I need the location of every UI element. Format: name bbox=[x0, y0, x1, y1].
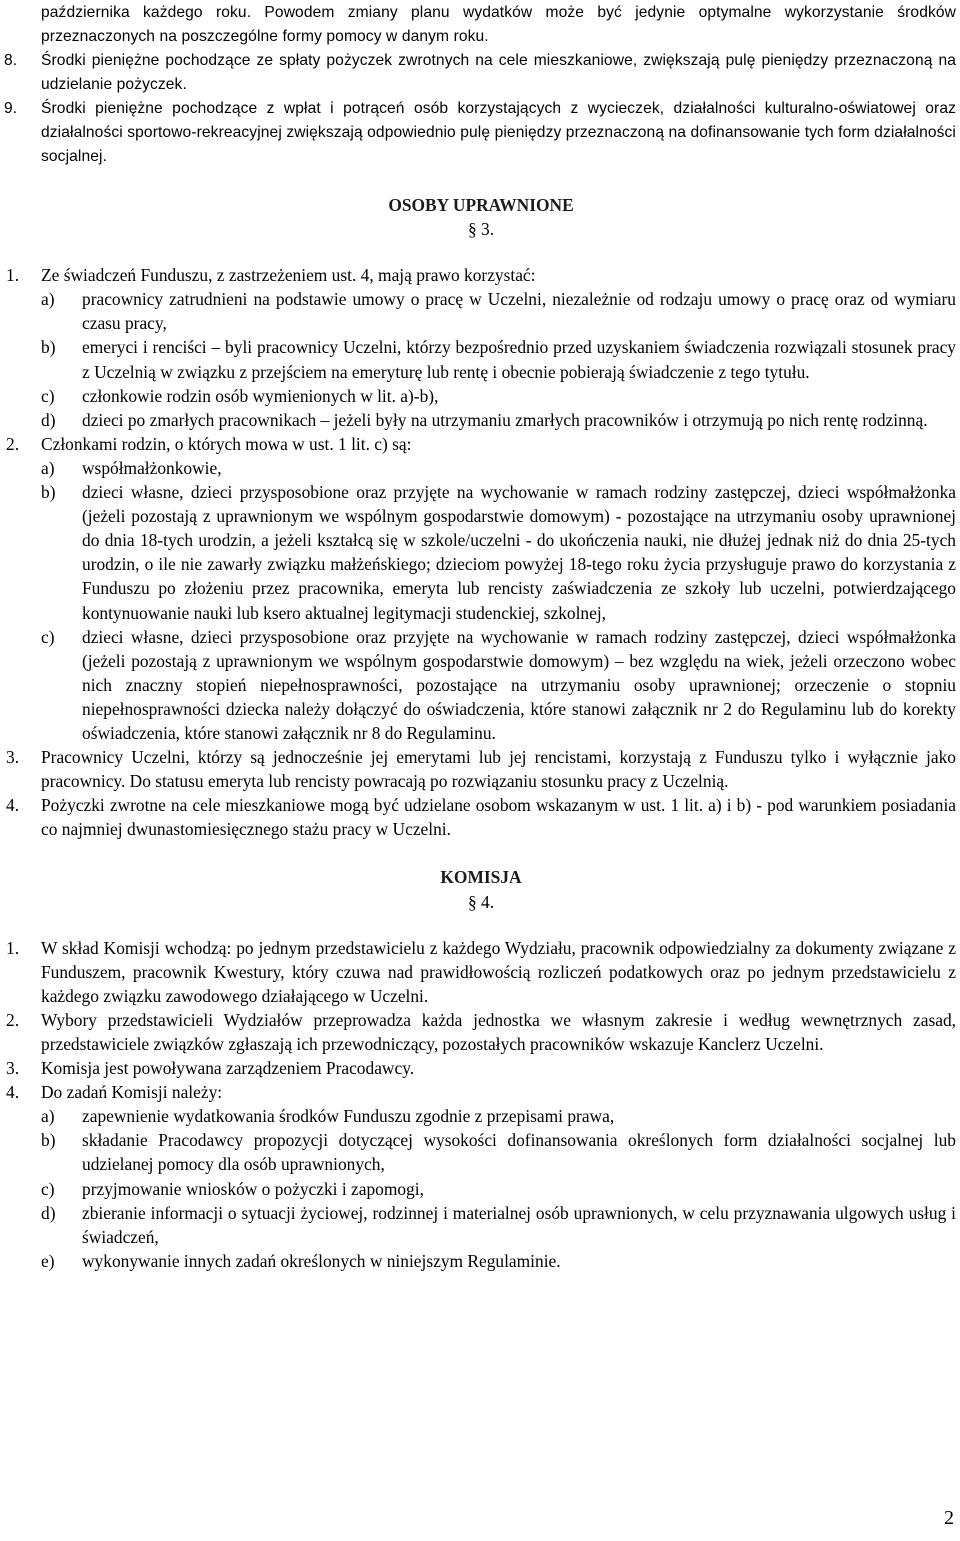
sub-item: b) składanie Pracodawcy propozycji dotyczącej wysokości dofinansowania określonych form działalności socjalnej lub udzielanej pomocy dla osób uprawnionych, bbox=[41, 1130, 956, 1175]
section-heading: OSOBY UPRAWNIONE bbox=[388, 195, 574, 215]
sub-item: d) zbieranie informacji o sytuacji życiowej, rodzinnej i materialnej osób uprawnionych, w celu przyznawania ulgowych usług i świadczeń, bbox=[41, 1202, 956, 1247]
list-item: 2. Członkami rodzin, o których mowa w ust. 1 lit. c) są: bbox=[6, 433, 412, 454]
list-item: 1. W skład Komisji wchodzą: po jednym przedstawicielu z każdego Wydziału, pracownik odpowiedzialny za dokumenty związane z Funduszem, pracownik Kwestury, który czuwa nad prawidłowością rozliczeń podatkowych oraz po jednym przedstawicielu z każdego związku zawodowego działającego w Uczelni. bbox=[6, 937, 956, 1006]
sub-item: c) dzieci własne, dzieci przysposobione oraz przyjęte na wychowanie w ramach rodziny zastępczej, dzieci współmałżonka (jeżeli pozostają z uprawnionym we wspólnym gospodarstwie domowym) – bez względu na wiek, jeżeli orzeczono wobec nich znaczny stopień niepełnosprawności, pozostające na utrzymaniu osoby uprawnionej; orzeczenie o stopniu niepełnosprawności dziecka należy dołączyć do oświadczenia, które stanowi załącznik nr 2 do Regulaminu lub do korekty oświadczenia, które stanowi załącznik nr 8 do Regulaminu. bbox=[41, 626, 956, 743]
list-item: 2. Wybory przedstawicieli Wydziałów przeprowadza każda jednostka we własnym zakresie i według wewnętrznych zasad, przedstawiciele związków zgłaszają ich przewodniczący, pozostałych pracowników wskazuje Kanclerz Uczelni. bbox=[6, 1009, 956, 1054]
sub-item: e) wykonywanie innych zadań określonych w niniejszym Regulaminie. bbox=[41, 1250, 561, 1271]
list-item: 4. Do zadań Komisji należy: bbox=[6, 1082, 223, 1103]
section-3 bbox=[6, 193, 956, 1273]
sub-item: a) pracownicy zatrudnieni na podstawie umowy o pracę w Uczelni, niezależnie od rodzaju umowy o pracę oraz od wymiaru czasu pracy, bbox=[41, 289, 956, 334]
paragraph-number: § 3. bbox=[467, 219, 495, 240]
sub-item: d) dzieci po zmarłych pracownikach – jeżeli były na utrzymaniu zmarłych pracowników i otrzymują po nich rentę rodzinną. bbox=[41, 409, 928, 430]
sub-item: c) członkowie rodzin osób wymienionych w lit. a)-b), bbox=[41, 385, 439, 406]
list-item: 8. Środki pieniężne pochodzące ze spłaty pożyczek zwrotnych na cele mieszkaniowe, zwiększają pulę pieniędzy przeznaczoną na udzielanie pożyczek. bbox=[4, 52, 956, 93]
list-item: 1. Ze świadczeń Funduszu, z zastrzeżeniem ust. 4, mają prawo korzystać: bbox=[6, 265, 536, 286]
top-items bbox=[6, 1, 956, 169]
sub-item: a) zapewnienie wydatkowania środków Funduszu zgodnie z przepisami prawa, bbox=[41, 1106, 615, 1127]
section-heading: KOMISJA bbox=[440, 867, 522, 888]
sub-item: c) przyjmowanie wniosków o pożyczki i zapomogi, bbox=[41, 1178, 424, 1199]
page-number: 2 bbox=[944, 1507, 954, 1529]
sub-item: b) emeryci i renciści – byli pracownicy Uczelni, którzy bezpośrednio przed uzyskaniem świadczenia rozwiązali stosunek pracy z Uczelnią w związku z przejściem na emeryturę lub rentę i obecnie pobierają świadczenie z tego tytułu. bbox=[41, 337, 956, 382]
list-item: października każdego roku. Powodem zmiany planu wydatków może być jedynie optymalne wykorzystanie środków przeznaczonych na poszczególne formy pomocy w danym roku. bbox=[41, 4, 956, 45]
sub-item: b) dzieci własne, dzieci przysposobione oraz przyjęte na wychowanie w ramach rodziny zastępczej, dzieci współmałżonka (jeżeli pozostają z uprawnionym we wspólnym gospodarstwie domowym) - pozostające na utrzymaniu osoby uprawnionej do dnia 18-tych urodzin, a jeżeli kształcą się w szkole/uczelni - do ukończenia nauki, nie dłużej jednak niż do dnia 25-tych urodzin, o ile nie zawarły związku małżeńskiego; dzieciom powyżej 18-tego roku życia przysługuje prawo do korzystania z Funduszu po złożeniu przez pracownika, emeryta lub rencisty zaświadczenia ze szkoły lub uczelni, potwierdzającego kontynuowanie nauki lub ksero aktualnej legitymacji studenckiej, szkolnej, bbox=[41, 482, 956, 623]
list-item: 9. Środki pieniężne pochodzące z wpłat i potrąceń osób korzystających z wycieczek, działalności kulturalno-oświatowej oraz działalności sportowo-rekreacyjnej zwiększają odpowiednio pulę pieniędzy przeznaczoną na dofinansowanie tych form działalności socjalnej. bbox=[4, 100, 956, 165]
paragraph-number: § 4. bbox=[467, 891, 495, 912]
list-item: 3. Pracownicy Uczelni, którzy są jednocześnie jej emerytami lub jej rencistami, korzystają z Funduszu tylko i wyłącznie jako pracownicy. Do statusu emeryta lub rencisty powracają po rozwiązaniu stosunku pracy z Uczelnią. bbox=[6, 747, 956, 792]
list-item: 4. Pożyczki zwrotne na cele mieszkaniowe mogą być udzielane osobom wskazanym w ust. 1 lit. a) i b) - pod warunkiem posiadania co najmniej dwunastomiesięcznego stażu pracy w Uczelni. bbox=[6, 795, 956, 840]
list-item: 3. Komisja jest powoływana zarządzeniem Pracodawcy. bbox=[6, 1058, 415, 1079]
sub-item: a) współmałżonkowie, bbox=[41, 457, 222, 478]
